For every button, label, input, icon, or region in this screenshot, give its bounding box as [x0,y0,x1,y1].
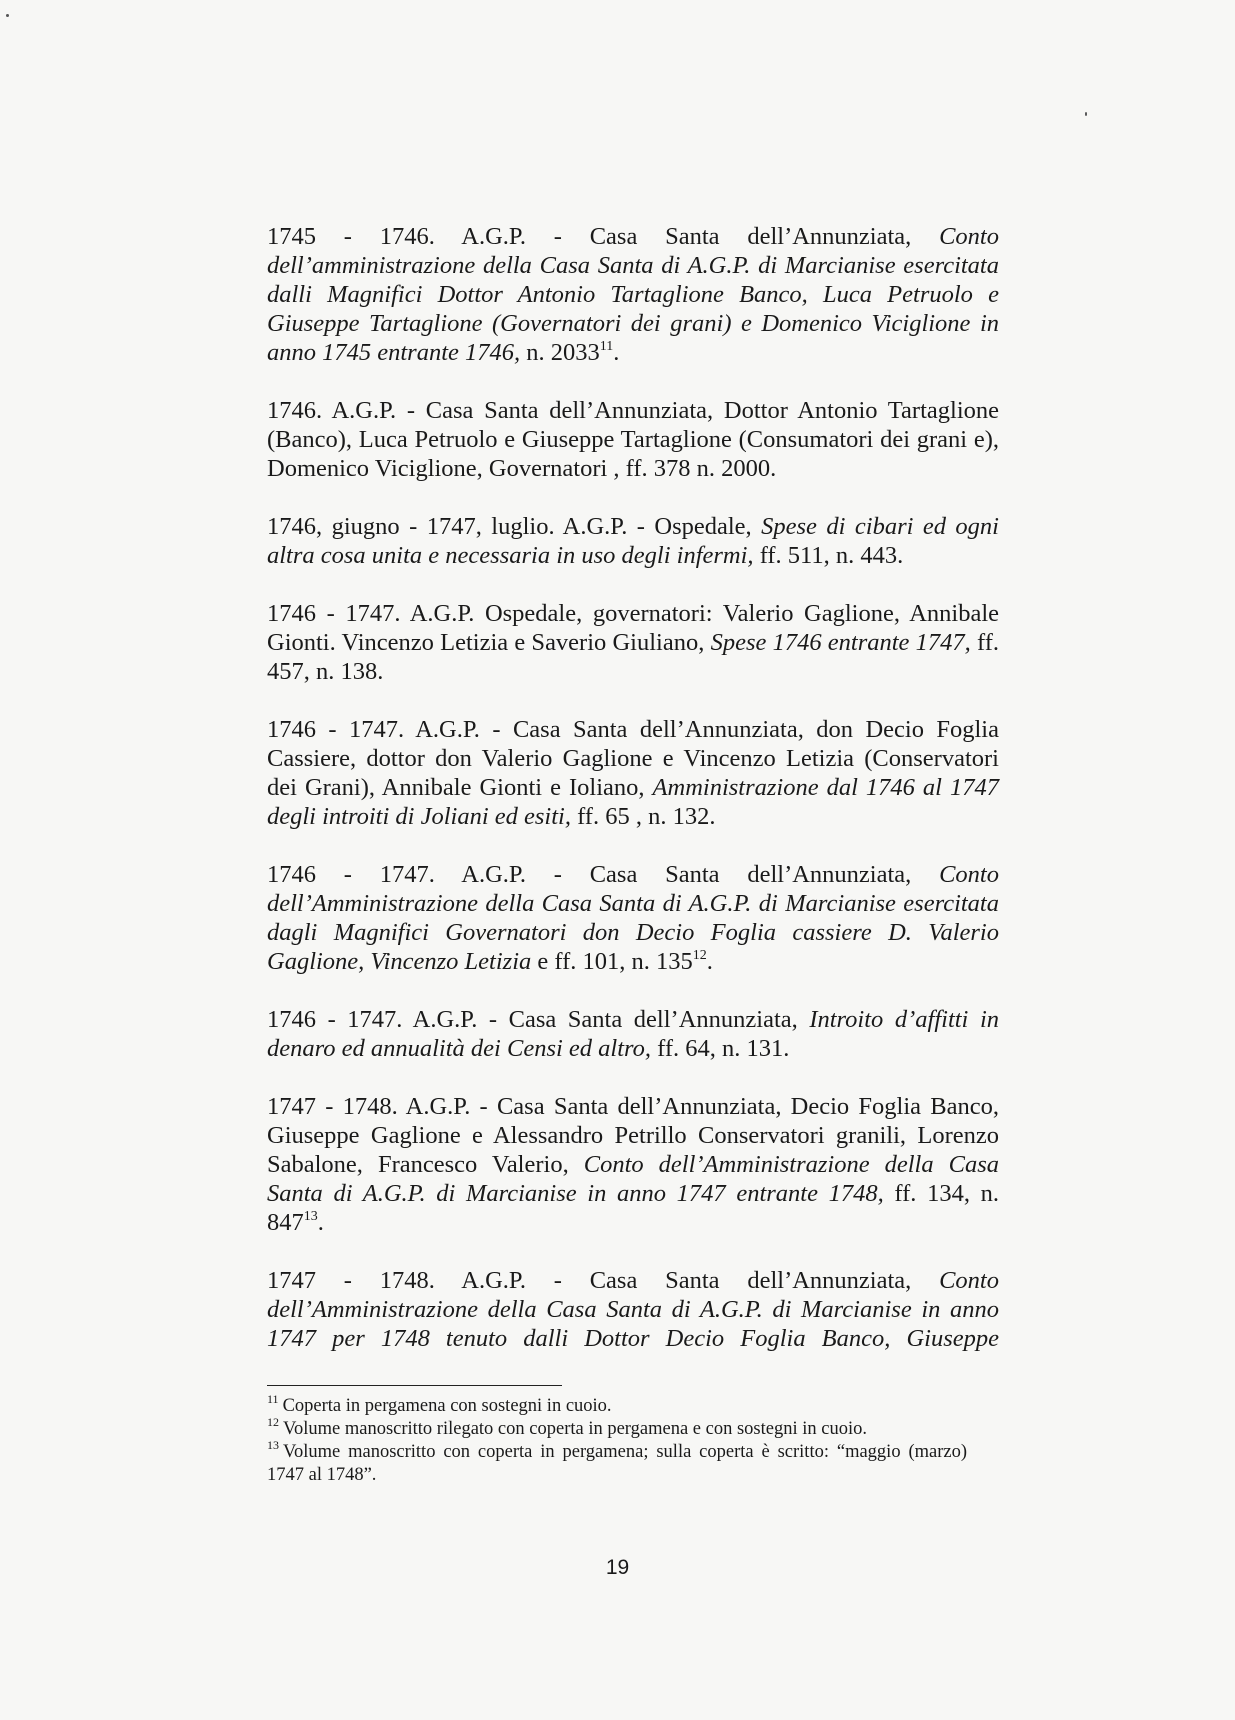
footnote-ref: 12 [692,948,707,963]
footnote-11: $^{11}$ Coperta in pergamena con sostegni in cuoio. [267,1392,612,1416]
archive-entry-4: 1746 - 1747. A.G.P. Ospedale, governatori: Valerio Gaglione, Annibale Gionti. Vincenzo Letizia e Saverio Giuliano, Spese 1746 entrante 1747, ff. 457, n. 138. [267,600,999,685]
archive-entry-1: 1745 - 1746. A.G.P. - Casa Santa dell’Annunziata, Conto dell’amministrazione della Casa Santa di A.G.P. di Marcianise esercitata dalli Magnifici Dottor Antonio Tartaglione Banco, Luca Petruolo e Giuseppe Tartaglione (Governatori dei grani) e Domenico Viciglione in anno 1745 entrante 1746, n. 2033$^{11}$. [267,223,999,366]
footnote-ref: 13 [303,1209,318,1224]
footnote-separator [267,1385,562,1386]
footnote-13: $^{13}$ Volume manoscritto con coperta in pergamena; sulla coperta è scritto: “maggio (marzo) 1747 al 1748”. [267,1438,967,1485]
archive-entry-9: 1747 - 1748. A.G.P. - Casa Santa dell’Annunziata, Conto dell’Amministrazione della Casa Santa di A.G.P. di Marcianise in anno 1747 per 1748 tenuto dalli Dottor Decio Foglia Banco, Giuseppe [267,1267,999,1352]
archive-entry-7: 1746 - 1747. A.G.P. - Casa Santa dell’Annunziata, Introito d’affitti in denaro ed annualità dei Censi ed altro, ff. 64, n. 131. [267,1006,999,1062]
footnotes [267,1385,967,1487]
scan-speck [1085,112,1087,116]
archive-entry-3: 1746, giugno - 1747, luglio. A.G.P. - Ospedale, Spese di cibari ed ogni altra cosa unita e necessaria in uso degli infermi, ff. 511, n. 443. [267,513,999,569]
scan-speck [6,14,9,17]
archive-entry-5: 1746 - 1747. A.G.P. - Casa Santa dell’Annunziata, don Decio Foglia Cassiere, dottor don Valerio Gaglione e Vincenzo Letizia (Conservatori dei Grani), Annibale Gionti e Ioliano, Amministrazione dal 1746 al 1747 degli introiti di Joliani ed esiti, ff. 65 , n. 132. [267,716,999,830]
footnote-ref: 11 [599,339,614,354]
archive-entry-2: 1746. A.G.P. - Casa Santa dell’Annunziata, Dottor Antonio Tartaglione (Banco), Luca Petruolo e Giuseppe Tartaglione (Consumatori dei grani e), Domenico Viciglione, Governatori , ff. 378 n. 2000. [267,397,999,482]
page-number: 19 [605,1556,630,1579]
archive-entry-8: 1747 - 1748. A.G.P. - Casa Santa dell’Annunziata, Decio Foglia Banco, Giuseppe Gaglione e Alessandro Petrillo Conservatori granili, Lorenzo Sabalone, Francesco Valerio, Conto dell’Amministrazione della Casa Santa di A.G.P. di Marcianise in anno 1747 entrante 1748, ff. 134, n. $847^{13}$. [267,1093,999,1236]
footnote-12: $^{12}$ Volume manoscritto rilegato con coperta in pergamena e con sostegni in cuoio. [267,1415,867,1439]
archive-entry-6: 1746 - 1747. A.G.P. - Casa Santa dell’Annunziata, Conto dell’Amministrazione della Casa Santa di A.G.P. di Marcianise esercitata dagli Magnifici Governatori don Decio Foglia cassiere D. Valerio Gaglione, Vincenzo Letizia e ff. 101, n. $135^{12}$. [267,861,999,975]
body-text [267,222,999,1353]
